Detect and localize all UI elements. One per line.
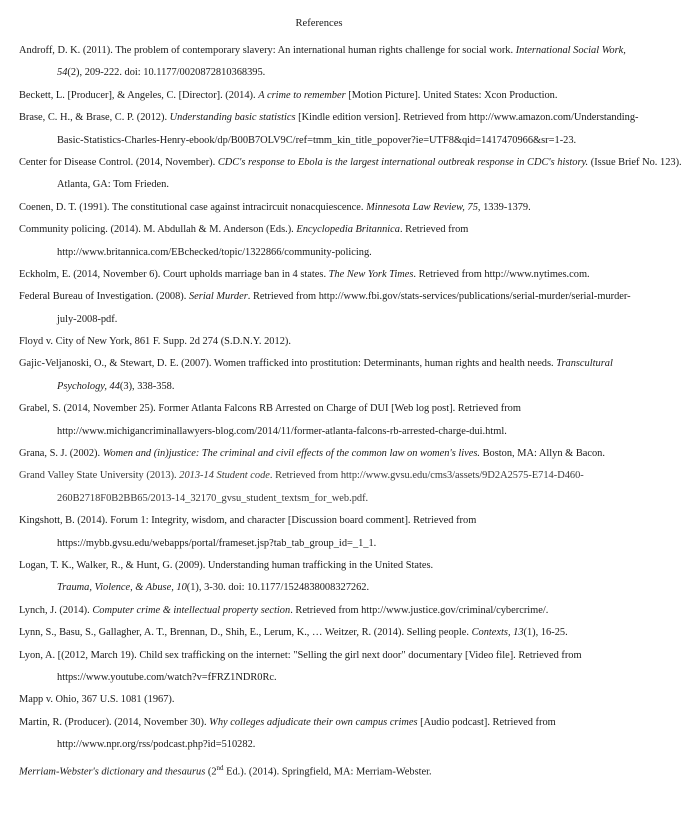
reference-first-line <box>19 268 621 290</box>
reference-first-line <box>19 716 621 738</box>
reference-entry <box>19 469 621 514</box>
reference-entry <box>19 156 682 201</box>
reference-entry <box>19 290 631 335</box>
italic-text: Trauma, Violence, & Abuse, 10 <box>57 582 187 594</box>
reference-entry <box>19 335 621 357</box>
reference-entry <box>19 402 621 447</box>
reference-hanging-line <box>19 246 621 268</box>
italic-text: Merriam-Webster's dictionary and thesaurus <box>19 765 206 777</box>
reference-text: Eckholm, E. (2014, November 6). Court upholds marriage ban in 4 states. <box>19 268 329 280</box>
reference-text: . Retrieved from http://www.fbi.gov/stats-services/publications/serial-murder/serial-murder- <box>247 291 631 303</box>
italic-text: Serial Murder <box>188 291 248 303</box>
reference-text: Grabel, S. (2014, November 25). Former Atlanta Falcons RB Arrested on Charge of DUI [Web log post]. Retrieved from <box>19 403 521 415</box>
reference-hanging-line <box>19 425 621 447</box>
reference-hanging-line <box>19 671 621 693</box>
reference-text: nd <box>216 763 224 772</box>
italic-text: Contexts, 13 <box>471 627 524 639</box>
reference-text: (2), 209-222. doi: 10.1177/0020872810368395. <box>67 67 266 79</box>
reference-text: (1), 3-30. doi: 10.1177/1524838008327262. <box>186 582 370 594</box>
reference-text: Federal Bureau of Investigation. (2008). <box>19 291 189 303</box>
reference-first-line <box>19 223 621 245</box>
reference-first-line <box>19 559 621 581</box>
reference-entry <box>19 89 621 111</box>
reference-text: Floyd v. City of New York, 861 F. Supp. 2d 274 (S.D.N.Y. 2012). <box>19 336 291 348</box>
reference-entry <box>19 447 621 469</box>
reference-text: 260B2718F0B2BB65/2013-14_32170_gvsu_student_textsm_for_web.pdf. <box>57 492 369 504</box>
reference-text: . Retrieved from http://www.gvsu.edu/cms3/assets/9D2A2575-E714-D460- <box>269 470 584 482</box>
reference-text: Brase, C. H., & Brase, C. P. (2012). <box>19 112 170 124</box>
reference-first-line <box>19 402 621 424</box>
reference-hanging-line <box>19 380 621 402</box>
reference-hanging-line <box>19 738 621 760</box>
reference-first-line <box>19 290 631 312</box>
reference-first-line <box>19 761 621 783</box>
reference-text: Martin, R. (Producer). (2014, November 30). <box>19 716 210 728</box>
reference-text: Ed.). (2014). Springfield, MA: Merriam-Webster. <box>223 765 432 777</box>
reference-text: Boston, MA: Allyn & Bacon. <box>479 448 605 460</box>
italic-text: Computer crime & intellectual property section <box>92 604 291 616</box>
reference-text: Kingshott, B. (2014). Forum 1: Integrity, wisdom, and character [Discussion board comment]. Retrieved from <box>19 515 477 527</box>
reference-first-line <box>19 201 621 223</box>
reference-text: Androff, D. K. (2011). The problem of contemporary slavery: An international human rights challenge for social work. <box>19 45 516 56</box>
reference-entry <box>19 223 621 268</box>
reference-text: , 1339-1379. <box>477 201 531 213</box>
italic-text: A crime to remember <box>258 89 346 101</box>
reference-entry <box>19 44 626 89</box>
reference-text: (1), 16-25. <box>523 627 568 639</box>
reference-first-line <box>19 44 626 66</box>
reference-first-line <box>19 469 621 491</box>
reference-text: Grand Valley State University (2013). <box>19 470 180 482</box>
reference-text: https://mybb.gvsu.edu/webapps/portal/frameset.jsp?tab_tab_group_id=_1_1. <box>57 537 377 549</box>
reference-first-line <box>19 514 621 536</box>
reference-text: Logan, T. K., Walker, R., & Hunt, G. (2009). Understanding human trafficking in the United States. <box>19 559 434 571</box>
italic-text: Why colleges adjudicate their own campus crimes <box>209 716 418 728</box>
reference-text: Grana, S. J. (2002). <box>19 448 103 460</box>
italic-text: Understanding basic statistics <box>169 112 296 124</box>
reference-hanging-line <box>19 492 621 514</box>
reference-text: Basic-Statistics-Charles-Henry-ebook/dp/B00B7OLV9C/ref=tmm_kin_title_popover?ie=UTF8&qid=1417470966&sr=1-23. <box>57 134 577 146</box>
reference-first-line <box>19 156 682 178</box>
reference-entry <box>19 716 621 761</box>
reference-text: (Issue Brief No. 123). <box>588 156 682 168</box>
reference-first-line <box>19 626 621 648</box>
reference-hanging-line <box>19 66 621 88</box>
reference-text: Coenen, D. T. (1991). The constitutional case against intracircuit nonacquiescence. <box>19 201 367 213</box>
reference-text: . Retrieved from <box>399 224 469 236</box>
italic-text: Psychology, 44 <box>57 380 120 392</box>
reference-hanging-line <box>19 134 621 156</box>
italic-text: Encyclopedia Britannica <box>296 224 400 236</box>
reference-first-line <box>19 89 621 111</box>
reference-text: http://www.britannica.com/EBchecked/topic/1322866/community-policing. <box>57 246 372 258</box>
reference-entry <box>19 626 621 648</box>
italic-text: CDC's response to Ebola is the largest international outbreak response in CDC's history. <box>217 156 589 168</box>
reference-entry <box>19 649 621 694</box>
italic-text: International Social Work, <box>515 45 626 56</box>
reference-entry <box>19 761 621 783</box>
reference-entry <box>19 268 621 290</box>
reference-text: Community policing. (2014). M. Abdullah & M. Anderson (Eds.). <box>19 224 297 236</box>
reference-text: [Kindle edition version]. Retrieved from http://www.amazon.com/Understanding- <box>295 112 639 124</box>
reference-first-line <box>19 693 621 715</box>
reference-hanging-line <box>19 581 621 603</box>
reference-text: Lynn, S., Basu, S., Gallagher, A. T., Brennan, D., Shih, E., Lerum, K., … Weitzer, R. (2014). Selling people. <box>19 627 472 639</box>
reference-text: (2 <box>205 765 217 777</box>
reference-text: Mapp v. Ohio, 367 U.S. 1081 (1967). <box>19 694 175 706</box>
italic-text: The New York Times <box>328 268 414 280</box>
reference-entry <box>19 201 621 223</box>
reference-first-line <box>19 604 621 626</box>
reference-text: . Retrieved from http://www.justice.gov/criminal/cybercrime/. <box>290 604 549 616</box>
reference-text: Center for Disease Control. (2014, November). <box>19 156 218 168</box>
italic-text: 2013-14 Student code <box>179 470 270 482</box>
reference-text: http://www.npr.org/rss/podcast.php?id=510282. <box>57 739 256 751</box>
reference-first-line <box>19 447 621 469</box>
reference-entry <box>19 604 621 626</box>
reference-text: Gajic-Veljanoski, O., & Stewart, D. E. (2007). Women trafficked into prostitution: Determinants, human rights and health needs. <box>19 358 557 370</box>
reference-first-line <box>19 335 621 357</box>
reference-text: (3), 338-358. <box>119 380 175 392</box>
reference-text: [Audio podcast]. Retrieved from <box>417 716 556 728</box>
page-title: References <box>295 18 343 29</box>
reference-first-line <box>19 357 621 379</box>
reference-hanging-line <box>19 178 621 200</box>
reference-text: Lyon, A. [(2012, March 19). Child sex trafficking on the internet: "Selling the girl next door" documentary [Video file]. Retrieved from <box>19 649 582 661</box>
reference-first-line <box>19 111 639 133</box>
reference-text: https://www.youtube.com/watch?v=fFRZ1NDR0Rc. <box>57 671 277 683</box>
reference-hanging-line <box>19 313 621 335</box>
italic-text: 54 <box>57 67 68 79</box>
reference-entry <box>19 559 621 604</box>
reference-text: . Retrieved from http://www.nytimes.com. <box>413 268 590 280</box>
reference-text: Atlanta, GA: Tom Frieden. <box>57 179 169 191</box>
reference-first-line <box>19 649 621 671</box>
reference-entry <box>19 357 621 402</box>
reference-list <box>19 44 682 783</box>
reference-text: july-2008-pdf. <box>57 313 118 325</box>
reference-entry <box>19 693 621 715</box>
reference-entry <box>19 111 639 156</box>
italic-text: Women and (in)justice: The criminal and civil effects of the common law on women's lives. <box>102 448 480 460</box>
italic-text: Minnesota Law Review, 75 <box>366 201 478 213</box>
reference-text: Lynch, J. (2014). <box>19 604 93 616</box>
reference-hanging-line <box>19 537 621 559</box>
reference-entry <box>19 514 621 559</box>
reference-text: Beckett, L. [Producer], & Angeles, C. [Director]. (2014). <box>19 89 259 101</box>
reference-text: [Motion Picture]. United States: Xcon Production. <box>345 89 558 101</box>
italic-text: Transcultural <box>556 358 613 370</box>
reference-text: http://www.michigancriminallawyers-blog.com/2014/11/former-atlanta-falcons-rb-arrested-charge-dui.html. <box>57 425 507 437</box>
